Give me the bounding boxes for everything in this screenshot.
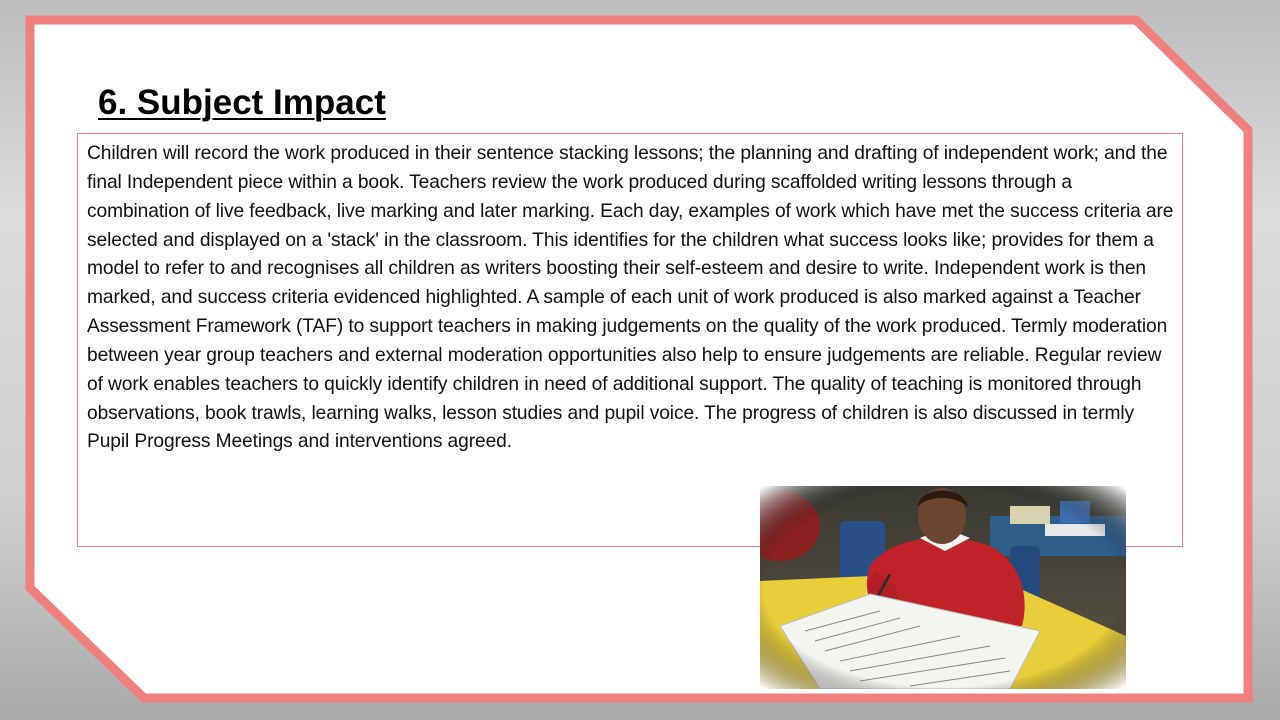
slide-title: 6. Subject Impact (98, 83, 386, 122)
body-paragraph: Children will record the work produced in their sentence stacking lessons; the planning and drafting of independent work; and the final Independent piece within a book. Teachers review the work produced during scaffolded writing lessons through a combination of live feedback, live marking and later marking. Each day, examples of work which have met the success criteria are selected and displayed on a 'stack' in the classroom. This identifies for the children what success looks like; provides for them a model to refer to and recognises all children as writers boosting their self-esteem and desire to write. Independent work is then marked, and success criteria evidenced highlighted. A sample of each unit of work produced is also marked against a Teacher Assessment Framework (TAF) to support teachers in making judgements on the quality of the work produced. Termly moderation between year group teachers and external moderation opportunities also help to ensure judgements are reliable. Regular review of work enables teachers to quickly identify children in need of additional support. The quality of teaching is monitored through observations, book trawls, learning walks, lesson studies and pupil voice. The progress of children is also discussed in termly Pupil Progress Meetings and interventions agreed. (87, 143, 1174, 453)
body-text-box (77, 133, 1183, 547)
classroom-photo (760, 486, 1126, 689)
